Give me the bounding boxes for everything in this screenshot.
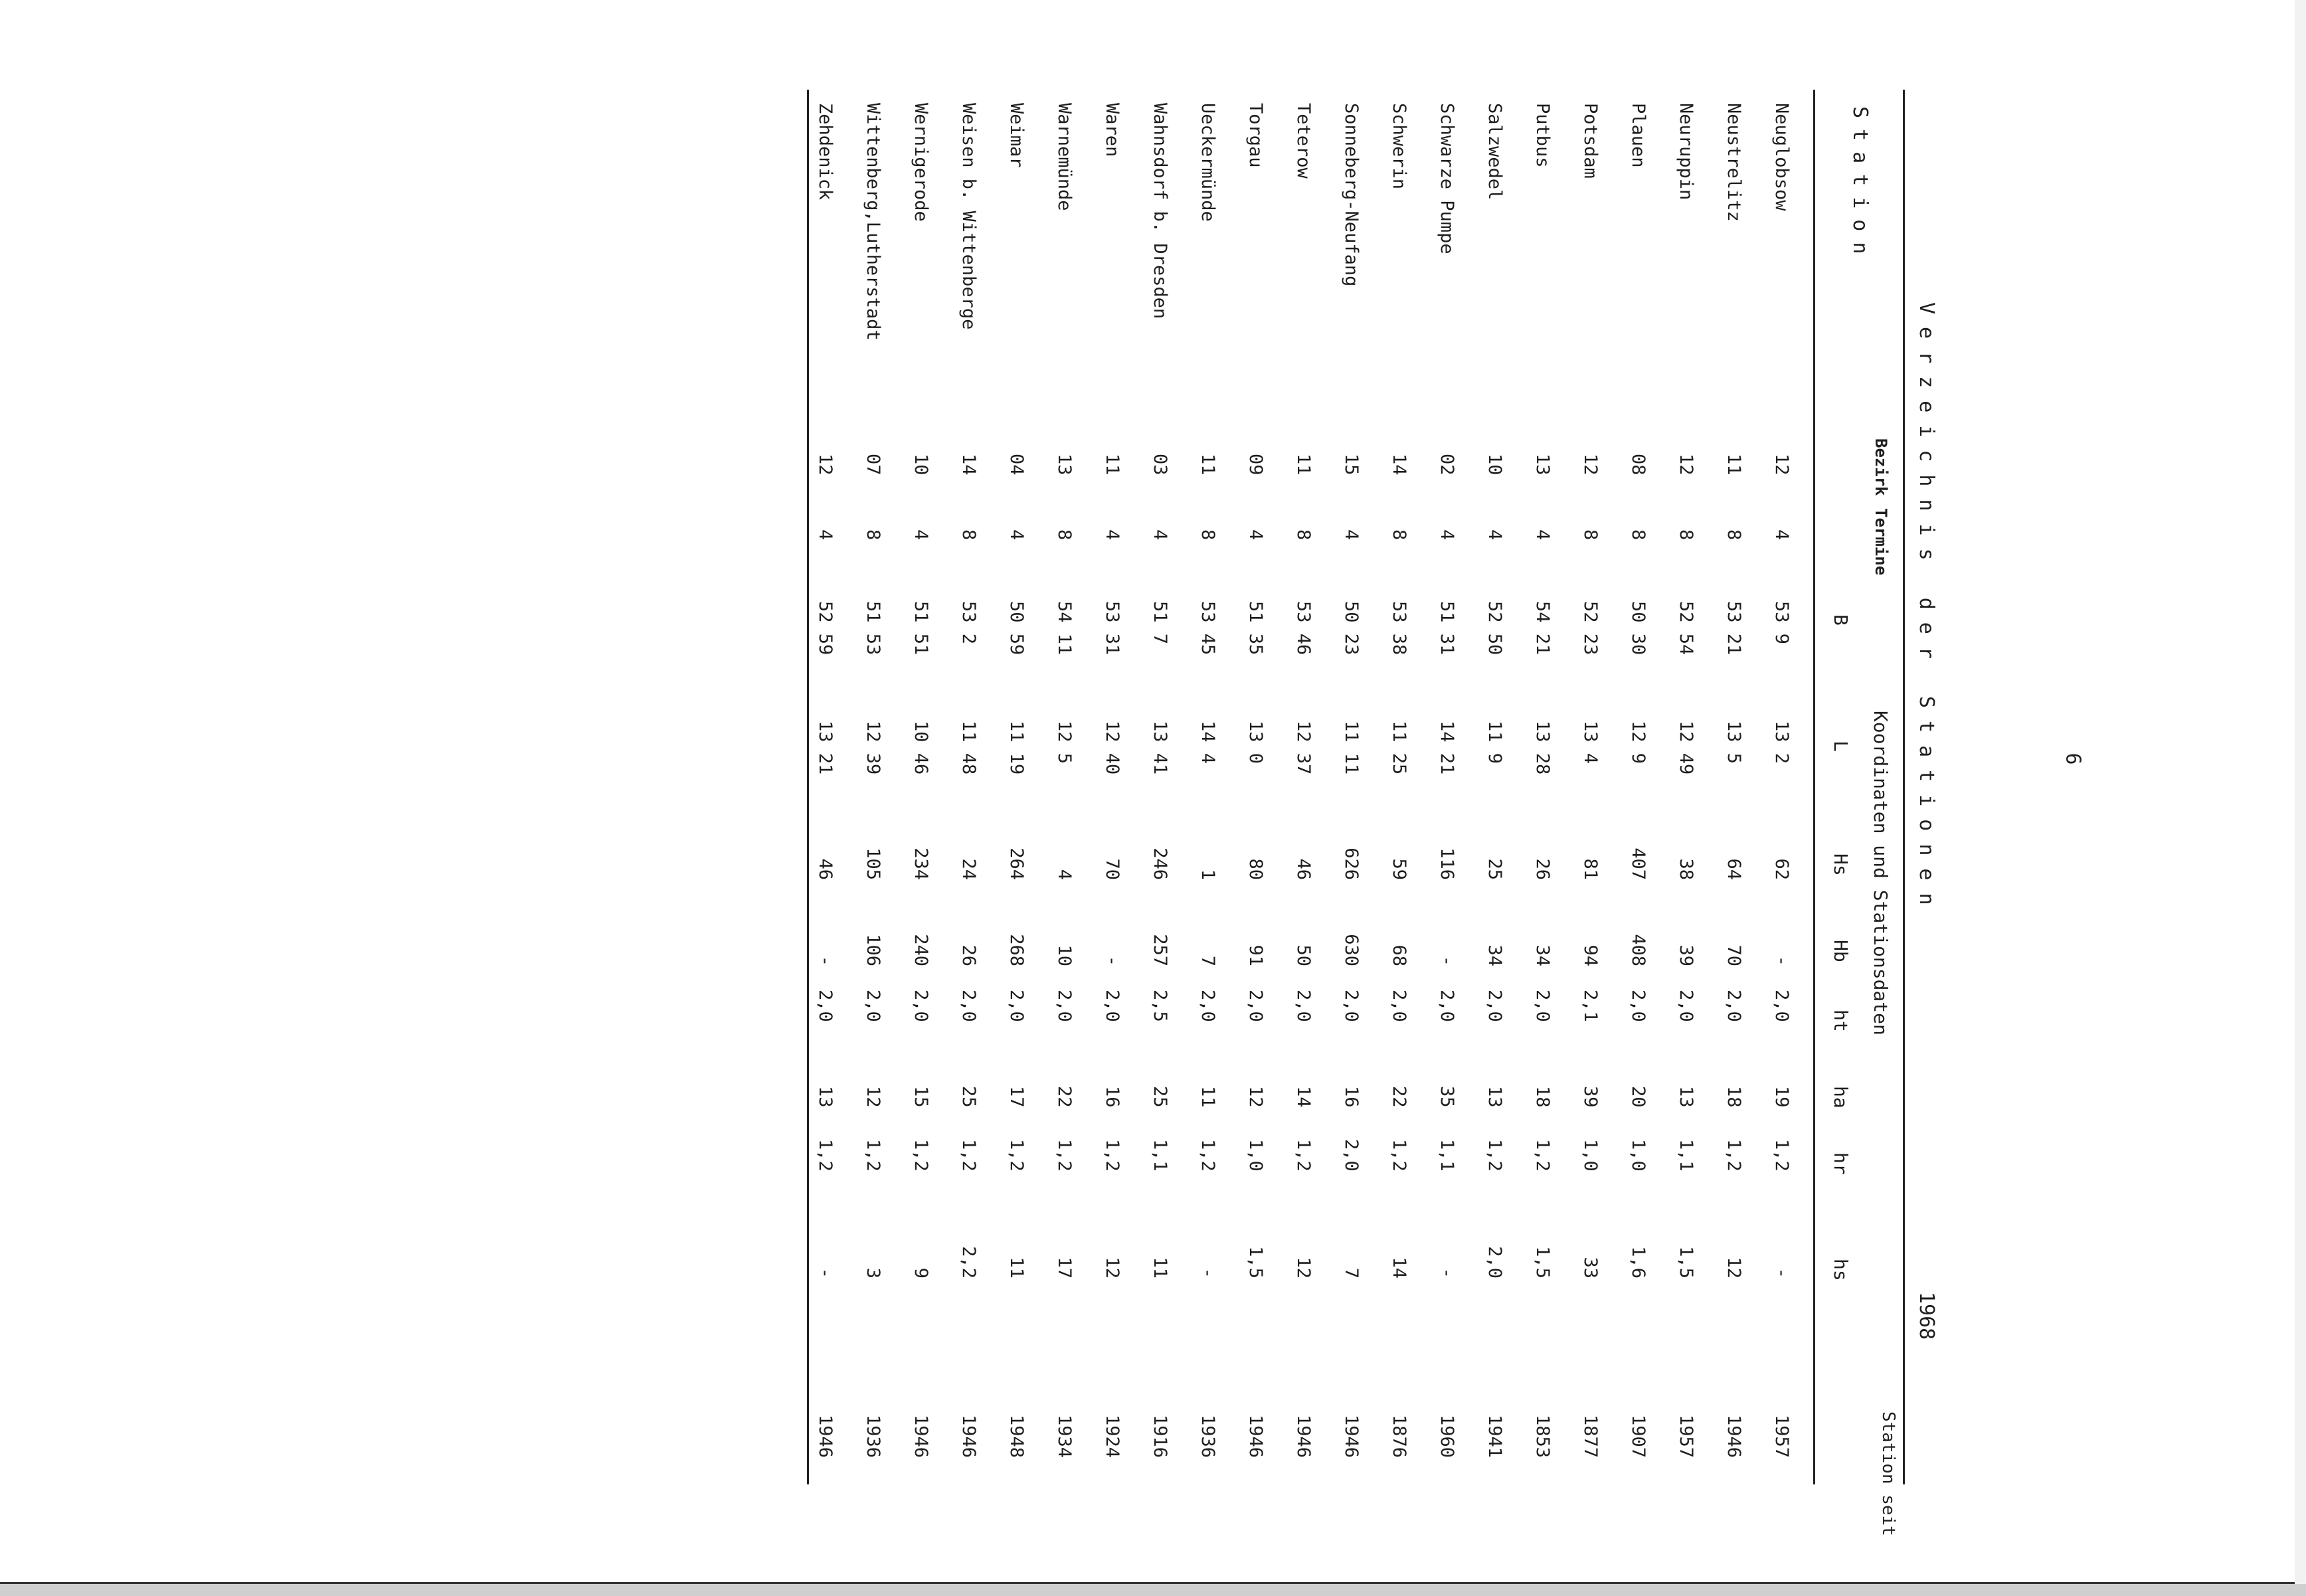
cell-station: Warnemünde <box>1054 103 1075 211</box>
cell-termine: 4 <box>1006 529 1027 541</box>
cell-hr: 1,2 <box>1293 1139 1314 1172</box>
cell-hs: 62 <box>1771 858 1792 880</box>
cell-bezirk: 07 <box>863 454 883 476</box>
cell-hs: 38 <box>1676 858 1696 880</box>
cell-ht: 2,1 <box>1580 990 1601 1022</box>
cell-ha: 25 <box>958 1086 979 1108</box>
cell-l: 12 9 <box>1628 721 1648 764</box>
cell-l: 13 28 <box>1532 721 1553 775</box>
cell-ht: 2,0 <box>1437 990 1457 1022</box>
cell-seit: 1946 <box>1341 1415 1362 1459</box>
cell-b: 52 23 <box>1580 601 1601 656</box>
cell-ht: 2,0 <box>1102 990 1122 1022</box>
table-row <box>1027 90 1075 1484</box>
cell-b: 53 31 <box>1102 601 1122 656</box>
cell-hs2: 9 <box>911 1267 931 1279</box>
cell-hr: 1,2 <box>1054 1139 1075 1172</box>
cell-hs: 25 <box>1484 858 1505 880</box>
cell-hs2: 12 <box>1724 1257 1744 1279</box>
cell-hb: 408 <box>1628 934 1648 966</box>
cell-hr: 1,0 <box>1580 1139 1601 1172</box>
cell-hs2: 17 <box>1054 1257 1075 1279</box>
cell-ha: 16 <box>1102 1086 1122 1108</box>
cell-seit: 1936 <box>1197 1415 1218 1459</box>
cell-termine: 4 <box>1150 529 1170 541</box>
cell-ha: 13 <box>1676 1086 1696 1108</box>
cell-termine: 4 <box>911 529 931 541</box>
cell-hr: 1,1 <box>1437 1139 1457 1172</box>
table-title: Verzeichnis der Stationen <box>1915 302 1938 918</box>
cell-l: 12 49 <box>1676 721 1696 775</box>
cell-l: 13 2 <box>1771 721 1792 764</box>
cell-termine: 8 <box>863 529 883 541</box>
cell-termine: 8 <box>1676 529 1696 541</box>
cell-hr: 1,2 <box>958 1139 979 1172</box>
table-row <box>1075 90 1122 1484</box>
cell-b: 53 38 <box>1389 601 1409 656</box>
cell-ht: 2,0 <box>1771 990 1792 1022</box>
table-row <box>836 90 883 1484</box>
cell-bezirk: 11 <box>1102 454 1122 476</box>
cell-seit: 1941 <box>1484 1415 1505 1459</box>
cell-l: 12 40 <box>1102 721 1122 775</box>
cell-station: Ueckermünde <box>1197 103 1218 222</box>
cell-hs2: 33 <box>1580 1257 1601 1279</box>
cell-hs2: 2,0 <box>1484 1246 1505 1279</box>
cell-ht: 2,0 <box>1724 990 1744 1022</box>
page-edge <box>0 1582 2306 1584</box>
cell-hr: 1,2 <box>1532 1139 1553 1172</box>
cell-station: Wernigerode <box>911 103 931 222</box>
cell-station: Weimar <box>1006 103 1027 168</box>
table-row <box>1314 90 1362 1484</box>
cell-hs2: 1,5 <box>1245 1246 1266 1279</box>
cell-termine: 4 <box>1245 529 1266 541</box>
cell-b: 52 59 <box>815 601 836 656</box>
cell-bezirk: 11 <box>1724 454 1744 476</box>
cell-hr: 1,1 <box>1676 1139 1696 1172</box>
cell-bezirk: 14 <box>958 454 979 476</box>
cell-bezirk: 02 <box>1437 454 1457 476</box>
cell-hb: - <box>1102 955 1122 966</box>
cell-ha: 20 <box>1628 1086 1648 1108</box>
cell-station: Schwerin <box>1389 103 1409 190</box>
cell-l: 13 41 <box>1150 721 1170 775</box>
cell-seit: 1946 <box>1293 1415 1314 1459</box>
cell-hs: 116 <box>1437 847 1457 880</box>
table-year: 1968 <box>1915 1292 1938 1340</box>
cell-hs2: 11 <box>1150 1257 1170 1279</box>
cell-ht: 2,0 <box>1389 990 1409 1022</box>
cell-hs2: 3 <box>863 1267 883 1279</box>
cell-hr: 1,1 <box>1150 1139 1170 1172</box>
cell-ha: 11 <box>1197 1086 1218 1108</box>
cell-station: Torgau <box>1245 103 1266 168</box>
cell-ht: 2,0 <box>1293 990 1314 1022</box>
cell-b: 53 2 <box>958 601 979 645</box>
cell-hb: 94 <box>1580 944 1601 966</box>
cell-l: 11 48 <box>958 721 979 775</box>
cell-l: 13 21 <box>815 721 836 775</box>
cell-termine: 8 <box>1724 529 1744 541</box>
cell-hs: 81 <box>1580 858 1601 880</box>
cell-hb: 630 <box>1341 934 1362 966</box>
cell-hb: 34 <box>1532 944 1553 966</box>
cell-seit: 1946 <box>1724 1415 1744 1459</box>
cell-hs2: 1,5 <box>1532 1246 1553 1279</box>
cell-seit: 1960 <box>1437 1415 1457 1459</box>
cell-hs2: - <box>1771 1267 1792 1279</box>
cell-hb: 10 <box>1054 944 1075 966</box>
cell-bezirk: 13 <box>1054 454 1075 476</box>
cell-seit: 1876 <box>1389 1415 1409 1459</box>
cell-ht: 2,0 <box>1341 990 1362 1022</box>
cell-hs2: 12 <box>1293 1257 1314 1279</box>
cell-hs: 234 <box>911 847 931 880</box>
cell-ha: 13 <box>1484 1086 1505 1108</box>
header-hs2: hs <box>1830 1259 1852 1281</box>
cell-ht: 2,0 <box>1532 990 1553 1022</box>
cell-hs2: 14 <box>1389 1257 1409 1279</box>
cell-seit: 1907 <box>1628 1415 1648 1459</box>
cell-termine: 4 <box>815 529 836 541</box>
cell-termine: 8 <box>958 529 979 541</box>
cell-ha: 14 <box>1293 1086 1314 1108</box>
cell-hs2: - <box>1437 1267 1457 1279</box>
header-l: L <box>1830 741 1852 752</box>
table-row <box>979 90 1027 1484</box>
cell-bezirk: 15 <box>1341 454 1362 476</box>
cell-station: Neustrelitz <box>1724 103 1744 222</box>
cell-hs: 80 <box>1245 858 1266 880</box>
cell-seit: 1877 <box>1580 1415 1601 1459</box>
cell-hb: - <box>1771 955 1792 966</box>
cell-bezirk: 12 <box>1771 454 1792 476</box>
cell-hs: 24 <box>958 858 979 880</box>
header-station-seit: Station seit <box>1878 1411 1898 1536</box>
cell-ht: 2,0 <box>1245 990 1266 1022</box>
cell-b: 54 21 <box>1532 601 1553 656</box>
table-row <box>1696 90 1744 1484</box>
cell-l: 14 4 <box>1197 721 1218 764</box>
cell-hr: 1,2 <box>863 1139 883 1172</box>
header-hb: Hb <box>1830 940 1852 962</box>
cell-l: 11 11 <box>1341 721 1362 775</box>
cell-hs: 105 <box>863 847 883 880</box>
page-shadow <box>0 1584 2306 1596</box>
cell-l: 12 37 <box>1293 721 1314 775</box>
cell-seit: 1948 <box>1006 1415 1027 1459</box>
cell-hr: 1,2 <box>1006 1139 1027 1172</box>
cell-station: Waren <box>1102 103 1122 157</box>
cell-ha: 15 <box>911 1086 931 1108</box>
station-table-sheet <box>809 90 1951 1536</box>
cell-bezirk: 12 <box>1580 454 1601 476</box>
cell-seit: 1936 <box>863 1415 883 1459</box>
cell-seit: 1946 <box>958 1415 979 1459</box>
cell-termine: 4 <box>1484 529 1505 541</box>
cell-station: Salzwedel <box>1484 103 1505 201</box>
cell-hr: 1,0 <box>1245 1139 1266 1172</box>
cell-b: 53 9 <box>1771 601 1792 645</box>
cell-station: Wahnsdorf b. Dresden <box>1150 103 1170 319</box>
header-ht: ht <box>1830 1010 1852 1032</box>
cell-ha: 13 <box>815 1086 836 1108</box>
cell-hr: 1,2 <box>815 1139 836 1172</box>
cell-station: Plauen <box>1628 103 1648 168</box>
cell-l: 12 5 <box>1054 721 1075 764</box>
cell-termine: 8 <box>1628 529 1648 541</box>
cell-b: 53 45 <box>1197 601 1218 656</box>
table-row <box>788 90 836 1484</box>
cell-l: 13 0 <box>1245 721 1266 764</box>
cell-b: 53 21 <box>1724 601 1744 656</box>
cell-termine: 8 <box>1389 529 1409 541</box>
cell-hs2: 2,2 <box>958 1246 979 1279</box>
cell-hb: - <box>1437 955 1457 966</box>
cell-termine: 4 <box>1341 529 1362 541</box>
cell-l: 10 46 <box>911 721 931 775</box>
cell-hb: 39 <box>1676 944 1696 966</box>
cell-termine: 4 <box>1532 529 1553 541</box>
cell-hs2: 1,6 <box>1628 1246 1648 1279</box>
cell-b: 51 7 <box>1150 601 1170 645</box>
cell-hs: 264 <box>1006 847 1027 880</box>
cell-l: 11 19 <box>1006 721 1027 775</box>
cell-hr: 1,2 <box>911 1139 931 1172</box>
cell-l: 11 25 <box>1389 721 1409 775</box>
cell-b: 54 11 <box>1054 601 1075 656</box>
cell-bezirk: 11 <box>1293 454 1314 476</box>
header-hs: Hs <box>1830 853 1852 876</box>
cell-ha: 22 <box>1054 1086 1075 1108</box>
table-row <box>1218 90 1266 1484</box>
cell-ha: 17 <box>1006 1086 1027 1108</box>
cell-hs: 407 <box>1628 847 1648 880</box>
cell-bezirk: 10 <box>1484 454 1505 476</box>
cell-hs2: - <box>1197 1267 1218 1279</box>
cell-hr: 1,0 <box>1628 1139 1648 1172</box>
cell-ht: 2,0 <box>1054 990 1075 1022</box>
cell-termine: 4 <box>1102 529 1122 541</box>
cell-b: 50 30 <box>1628 601 1648 656</box>
table-row <box>1122 90 1170 1484</box>
header-b: B <box>1830 614 1852 626</box>
cell-hs: 59 <box>1389 858 1409 880</box>
cell-bezirk: 12 <box>1676 454 1696 476</box>
cell-seit: 1924 <box>1102 1415 1122 1459</box>
cell-hs: 246 <box>1150 847 1170 880</box>
cell-hs: 46 <box>815 858 836 880</box>
cell-hs: 1 <box>1197 869 1218 880</box>
table-row <box>931 90 979 1484</box>
cell-station: Zehdenick <box>815 103 836 201</box>
cell-hb: 91 <box>1245 944 1266 966</box>
table-row <box>1409 90 1457 1484</box>
cell-hb: 26 <box>958 944 979 966</box>
cell-hr: 1,2 <box>1484 1139 1505 1172</box>
cell-hr: 1,2 <box>1389 1139 1409 1172</box>
cell-termine: 8 <box>1197 529 1218 541</box>
cell-termine: 4 <box>1771 529 1792 541</box>
table-row <box>1362 90 1409 1484</box>
cell-seit: 1957 <box>1676 1415 1696 1459</box>
cell-ht: 2,0 <box>815 990 836 1022</box>
cell-ha: 22 <box>1389 1086 1409 1108</box>
cell-hb: 70 <box>1724 944 1744 966</box>
table-row <box>1648 90 1696 1484</box>
table-row <box>1505 90 1553 1484</box>
cell-l: 11 9 <box>1484 721 1505 764</box>
cell-bezirk: 09 <box>1245 454 1266 476</box>
cell-hr: 1,2 <box>1724 1139 1744 1172</box>
cell-ht: 2,0 <box>1676 990 1696 1022</box>
cell-ht: 2,0 <box>958 990 979 1022</box>
cell-hb: 240 <box>911 934 931 966</box>
header-rule <box>1813 90 1815 1484</box>
cell-hb: 34 <box>1484 944 1505 966</box>
cell-ht: 2,5 <box>1150 990 1170 1022</box>
cell-b: 52 50 <box>1484 601 1505 656</box>
table-row <box>1170 90 1218 1484</box>
header-termine: Termine <box>1872 508 1890 576</box>
cell-ht: 2,0 <box>863 990 883 1022</box>
cell-hs: 64 <box>1724 858 1744 880</box>
cell-ha: 16 <box>1341 1086 1362 1108</box>
cell-hs: 26 <box>1532 858 1553 880</box>
cell-termine: 4 <box>1437 529 1457 541</box>
table-row <box>1457 90 1505 1484</box>
page-number: 6 <box>2061 753 2085 765</box>
cell-b: 51 53 <box>863 601 883 656</box>
cell-hb: 268 <box>1006 934 1027 966</box>
cell-hs: 70 <box>1102 858 1122 880</box>
table-row <box>1553 90 1601 1484</box>
cell-seit: 1853 <box>1532 1415 1553 1459</box>
cell-station: Sonneberg-Neufang <box>1341 103 1362 287</box>
cell-hs2: 12 <box>1102 1257 1122 1279</box>
cell-hs2: 7 <box>1341 1267 1362 1279</box>
table-row <box>1744 90 1792 1484</box>
header-ha: ha <box>1830 1086 1852 1108</box>
cell-station: Putbus <box>1532 103 1553 168</box>
cell-hb: - <box>815 955 836 966</box>
cell-hb: 7 <box>1197 955 1218 966</box>
cell-seit: 1946 <box>815 1415 836 1459</box>
cell-ht: 2,0 <box>1484 990 1505 1022</box>
cell-hr: 2,0 <box>1341 1139 1362 1172</box>
cell-hb: 257 <box>1150 934 1170 966</box>
table-row <box>883 90 931 1484</box>
cell-bezirk: 08 <box>1628 454 1648 476</box>
cell-b: 53 46 <box>1293 601 1314 656</box>
cell-b: 50 59 <box>1006 601 1027 656</box>
cell-hr: 1,2 <box>1102 1139 1122 1172</box>
table-row <box>1601 90 1648 1484</box>
cell-l: 12 39 <box>863 721 883 775</box>
cell-hs2: 11 <box>1006 1257 1027 1279</box>
cell-ha: 35 <box>1437 1086 1457 1108</box>
cell-b: 51 51 <box>911 601 931 656</box>
cell-hs2: - <box>815 1267 836 1279</box>
page-right-edge <box>2295 0 2306 1584</box>
cell-ha: 19 <box>1771 1086 1792 1108</box>
cell-termine: 8 <box>1293 529 1314 541</box>
header-station: Station <box>1848 106 1872 265</box>
cell-ht: 2,0 <box>911 990 931 1022</box>
cell-hs: 4 <box>1054 869 1075 880</box>
cell-station: Teterow <box>1293 103 1314 179</box>
cell-l: 13 5 <box>1724 721 1744 764</box>
table-row <box>1266 90 1314 1484</box>
cell-ha: 12 <box>863 1086 883 1108</box>
cell-hb: 68 <box>1389 944 1409 966</box>
cell-seit: 1934 <box>1054 1415 1075 1459</box>
cell-ha: 12 <box>1245 1086 1266 1108</box>
cell-ht: 2,0 <box>1006 990 1027 1022</box>
header-hr: hr <box>1830 1152 1852 1175</box>
cell-station: Neuglobsow <box>1771 103 1792 211</box>
cell-hs: 46 <box>1293 858 1314 880</box>
cell-b: 52 54 <box>1676 601 1696 656</box>
cell-hr: 1,2 <box>1197 1139 1218 1172</box>
cell-seit: 1916 <box>1150 1415 1170 1459</box>
cell-bezirk: 04 <box>1006 454 1027 476</box>
cell-hs2: 1,5 <box>1676 1246 1696 1279</box>
cell-station: Neuruppin <box>1676 103 1696 201</box>
header-koordinaten: Koordinaten und Stationsdaten <box>1870 711 1892 1035</box>
cell-termine: 8 <box>1054 529 1075 541</box>
cell-seit: 1946 <box>1245 1415 1266 1459</box>
cell-ht: 2,0 <box>1197 990 1218 1022</box>
cell-l: 13 4 <box>1580 721 1601 764</box>
cell-b: 51 35 <box>1245 601 1266 656</box>
cell-l: 14 21 <box>1437 721 1457 775</box>
cell-station: Potsdam <box>1580 103 1601 179</box>
cell-hr: 1,2 <box>1771 1139 1792 1172</box>
cell-hs: 626 <box>1341 847 1362 880</box>
cell-ha: 18 <box>1724 1086 1744 1108</box>
cell-hb: 50 <box>1293 944 1314 966</box>
top-rule <box>1903 90 1905 1484</box>
cell-seit: 1946 <box>911 1415 931 1459</box>
cell-hb: 106 <box>863 934 883 966</box>
cell-ha: 39 <box>1580 1086 1601 1108</box>
cell-bezirk: 10 <box>911 454 931 476</box>
cell-station: Schwarze Pumpe <box>1437 103 1457 254</box>
cell-b: 50 23 <box>1341 601 1362 656</box>
cell-seit: 1957 <box>1771 1415 1792 1459</box>
cell-bezirk: 14 <box>1389 454 1409 476</box>
cell-bezirk: 13 <box>1532 454 1553 476</box>
cell-b: 51 31 <box>1437 601 1457 656</box>
cell-station: Wittenberg,Lutherstadt <box>863 103 883 341</box>
cell-bezirk: 03 <box>1150 454 1170 476</box>
cell-ha: 18 <box>1532 1086 1553 1108</box>
cell-bezirk: 11 <box>1197 454 1218 476</box>
cell-station: Weisen b. Wittenberge <box>958 103 979 330</box>
cell-ht: 2,0 <box>1628 990 1648 1022</box>
header-bezirk: Bezirk <box>1872 438 1890 496</box>
cell-termine: 8 <box>1580 529 1601 541</box>
cell-ha: 25 <box>1150 1086 1170 1108</box>
cell-bezirk: 12 <box>815 454 836 476</box>
